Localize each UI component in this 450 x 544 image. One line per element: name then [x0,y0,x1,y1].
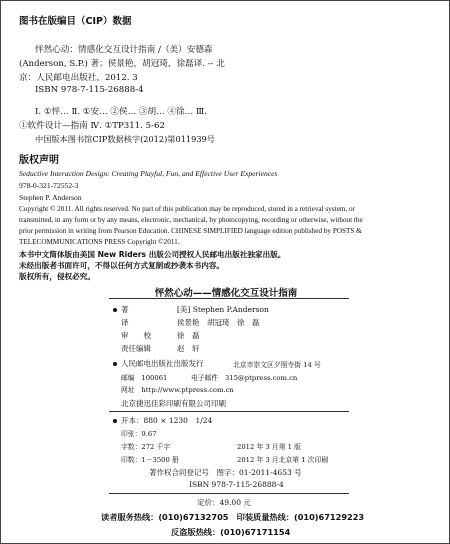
edition: 2012 年 3 月第 1 版 [237,443,301,451]
cip-classification: ①软件设计—指南 Ⅳ. ①TP311. 5-62 [19,121,165,131]
reviewer-value: 徐 磊 [177,331,200,340]
cip-line: (Anderson, S.P.) 著；侯景艳，胡冠琦，徐磊译. -- 北 [19,59,225,69]
cip-isbn: ISBN 978-7-115-26888-4 [35,85,144,95]
publisher-address: 北京市崇文区夕照寺街 14 号 [233,361,321,369]
format-row [113,415,212,426]
author-value: [美] Stephen P.Anderson [177,305,269,314]
divider [109,411,349,412]
translator-value: 侯景艳 胡冠琦 徐 磊 [177,318,260,327]
original-title: Seductive Interaction Design: Creating Playful, Fun, and Effective User Experiences [19,169,278,178]
original-author: Stephen P. Anderson [19,193,82,202]
copyright-statement: transmitted, in any form or by any means, electronic, mechanical, by photocopying, recording or otherwise, without the [19,216,363,224]
cn-license-note: 未经出版者书面许可，不得以任何方式复制或抄袭本书内容。 [19,261,225,270]
editor-value: 赵 轩 [177,344,200,353]
reviewer-label: 审 校 [121,331,151,340]
editor-label: 责任编辑 [121,344,151,353]
cip-line: 京：人民邮电出版社，2012. 3 [19,73,138,83]
printer: 北京捷迅佳彩印刷有限公司印刷 [121,399,226,408]
postcode: 邮编 100061 [121,374,168,382]
author-row [113,304,129,315]
cip-classification: Ⅰ. ①怦… Ⅱ. ①安… ②侯… ③胡… ④徐… Ⅲ. [35,107,207,117]
publisher-row [113,358,204,369]
colophon-isbn: ISBN 978-7-115-26888-4 [189,480,284,489]
word-count: 字数：272 千字 [121,443,171,451]
bullet-icon [113,362,117,366]
print-run: 印数：1－3500 册 [121,456,179,464]
copyright-heading: 版权声明 [19,155,59,166]
author-label: 著 [121,305,129,314]
divider [109,493,349,494]
printing: 2012 年 3 月北京第 1 次印刷 [237,456,329,464]
divider [109,298,349,299]
website: 网址 http://www.ptpress.com.cn [121,386,234,394]
email: 电子邮件 315@ptpress.com.cn [191,374,298,382]
cip-line: 怦然心动：情感化交互设计指南 /（美）安德森 [35,45,213,55]
cn-license-note: 本书中文简体版由美国 New Riders 出版公司授权人民邮电出版社独家出版。 [19,250,286,259]
publisher: 人民邮电出版社出版发行 [121,359,204,368]
sheets: 印张：9.67 [121,430,157,438]
copyright-statement: TELECOMMUNICATIONS PRESS Copyright ©2011. [19,238,180,246]
translator-label: 译 [121,318,129,327]
copyright-statement: Copyright © 2011. All rights reserved. No part of this publication may be reproduced, stored in a retrieval system, or [19,205,355,213]
cn-license-note: 版权所有，侵权必究。 [19,272,95,281]
book-title: 怦然心动——情感化交互设计指南 [154,288,298,299]
price: 定价：49.00 元 [197,498,251,507]
format: 开本：880 × 1230 1/24 [121,416,213,425]
reader-hotline: 读者服务热线：(010)67132705 印装质量热线：(010)67129223 [101,512,365,522]
cip-library-note: 中国版本图书馆CIP数据核字(2012)第011939号 [35,134,215,144]
cip-title: 图书在版编目（CIP）数据 [19,16,132,27]
original-isbn: 978-0-321-72552-3 [19,181,79,190]
bullet-icon [113,419,117,423]
bullet-icon [113,308,117,312]
contract-number: 著作权合同登记号 图字：01-2011-4653 号 [149,468,302,477]
copyright-statement: prior permission in writing from Pearson Education. CHINESE SIMPLIFIED language edition published by POSTS & [19,227,362,235]
piracy-hotline: 反盗版热线：(010)67171154 [171,527,291,537]
